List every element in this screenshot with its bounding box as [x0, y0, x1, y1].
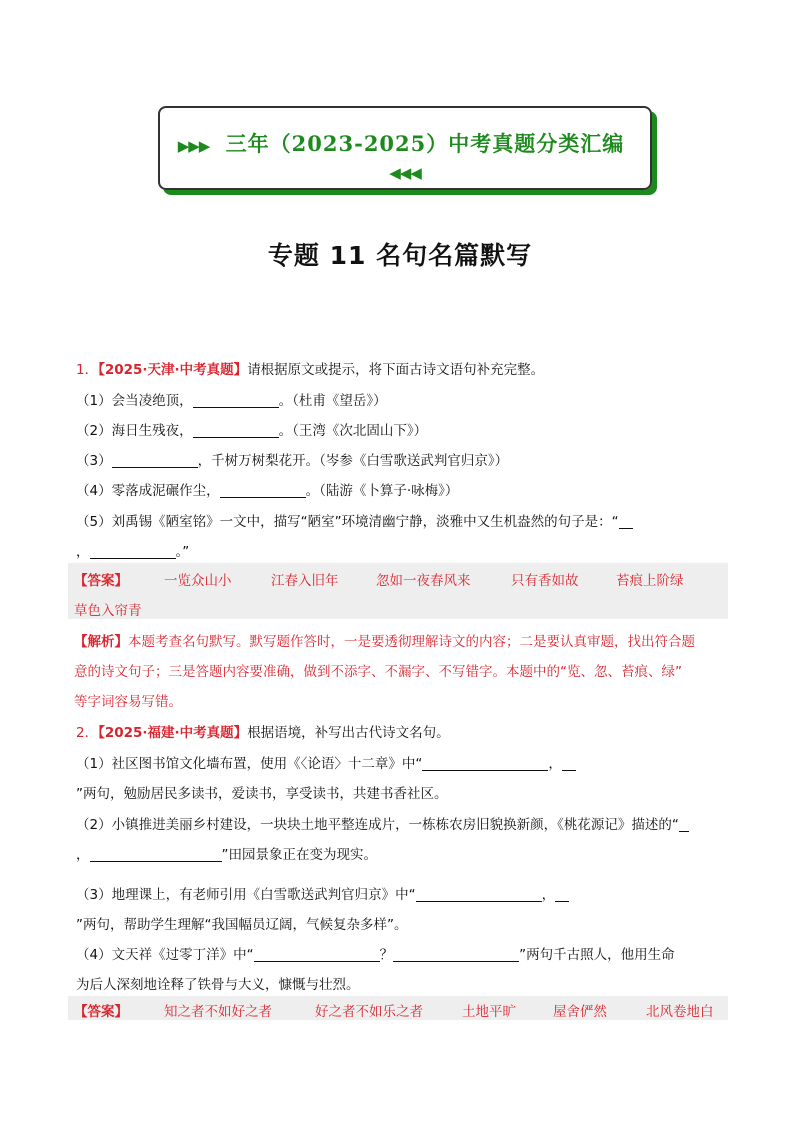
q2-number: 2．	[76, 725, 99, 741]
page-title: 专题 11 名句名篇默写	[267, 241, 533, 270]
answer-3: 忽如一夜春风来	[376, 573, 471, 589]
triangle-right-icon: ▶▶▶	[177, 137, 210, 155]
q2-item-1	[76, 752, 576, 772]
q2-item-4-q: ？	[379, 947, 394, 963]
q1-source-tag: 【2025·天津·中考真题】	[98, 362, 248, 378]
q1-prompt: 请根据原文或提示，将下面古诗文语句补充完整。	[247, 362, 545, 378]
q2-heading	[76, 721, 450, 741]
q1-item-5-cont-post: 。”	[175, 544, 190, 560]
answer-4: 只有香如故	[511, 573, 579, 589]
q1-item-3-pre: （3）	[76, 453, 112, 469]
q2-item-2-comma: ，	[76, 847, 90, 863]
q2-prompt: 根据语境，补写出古代诗文名句。	[247, 725, 450, 741]
q1-heading	[76, 358, 544, 378]
answer-1: 一览众山小	[164, 573, 232, 589]
q2-item-2	[76, 813, 689, 833]
answer-3: 土地平旷	[462, 1004, 516, 1020]
answer-blank[interactable]	[254, 947, 380, 962]
analysis-label: 【解析】	[74, 634, 128, 650]
answer-2: 好之者不如乐之者	[315, 1004, 423, 1020]
answer-blank[interactable]	[90, 847, 222, 862]
q2-item-1-comma: ，	[548, 756, 562, 772]
q1-analysis-line-1	[74, 630, 695, 650]
answer-5: 北风卷地白	[646, 1004, 714, 1020]
q1-item-3-post: ，千树万树梨花开。（岑参《白雪歌送武判官归京》）	[197, 453, 509, 469]
answer-blank[interactable]	[393, 947, 519, 962]
q2-source-tag: 【2025·福建·中考真题】	[98, 725, 248, 741]
q1-item-4-pre: （4）零落成泥碾作尘，	[76, 483, 220, 499]
q1-item-5-pre: （5）刘禹锡《陋室铭》一文中，描写“陋室”环境清幽宁静，淡雅中又生机盎然的句子是：“	[76, 514, 619, 530]
answer-blank[interactable]	[562, 756, 576, 771]
q2-item-4-post: ”两句千古照人，他用生命	[519, 947, 675, 963]
q1-item-5-cont-pre: ，	[76, 544, 90, 560]
q2-item-1-text: （1）社区图书馆文化墙布置，使用《〈论语〉十二章》中“	[76, 756, 423, 772]
header-banner	[158, 106, 652, 190]
q2-item-3-comma: ，	[541, 887, 556, 903]
answer-blank[interactable]	[112, 453, 198, 468]
answer-blank[interactable]	[679, 817, 689, 832]
q1-item-5-cont	[76, 540, 189, 560]
q2-item-1-cont: ”两句，勉励居民多读书，爱读书，享受读书，共建书香社区。	[76, 786, 448, 802]
q1-answer-box	[68, 563, 728, 619]
answer-2: 江春入旧年	[271, 573, 339, 589]
q1-item-2-post: 。（王湾《次北固山下》）	[278, 423, 428, 439]
q1-item-3	[76, 449, 508, 469]
q1-item-1	[76, 389, 387, 409]
answer-1: 知之者不如好之者	[164, 1004, 272, 1020]
banner-text-row	[160, 128, 650, 183]
q2-item-4-text: （4）文天祥《过零丁洋》中“	[76, 947, 254, 963]
q2-item-4	[76, 943, 675, 963]
q2-item-2-text: （2）小镇推进美丽乡村建设，一块块土地平整连成片，一栋栋农房旧貌换新颜，《桃花源记》描述的“	[76, 817, 679, 833]
q2-item-2-cont	[76, 843, 377, 863]
banner-title: 三年（2023-2025）中考真题分类汇编	[225, 131, 625, 156]
q2-item-3-cont: ”两句，帮助学生理解“我国幅员辽阔，气候复杂多样”。	[76, 917, 408, 933]
answer-blank[interactable]	[193, 393, 279, 408]
answer-blank[interactable]	[193, 423, 279, 438]
answer-4: 屋舍俨然	[553, 1004, 607, 1020]
answer-blank[interactable]	[416, 887, 542, 902]
answer-blank[interactable]	[619, 514, 633, 529]
q2-answer-box	[68, 996, 728, 1020]
q2-item-4-cont: 为后人深刻地诠释了铁骨与大义，慷慨与壮烈。	[76, 977, 360, 993]
q1-item-2	[76, 419, 427, 439]
answer-blank[interactable]	[422, 756, 548, 771]
answer-6: 草色入帘青	[74, 603, 142, 619]
q1-item-5	[76, 510, 633, 530]
answer-blank[interactable]	[555, 887, 569, 902]
q1-item-4	[76, 479, 458, 499]
answer-blank[interactable]	[90, 544, 176, 559]
analysis-text-1: 本题考查名句默写。默写题作答时，一是要透彻理解诗文的内容；二是要认真审题，找出符合题	[128, 634, 695, 650]
triangle-left-icon: ◀◀◀	[389, 164, 421, 182]
q2-item-3-text: （3）地理课上，有老师引用《白雪歌送武判官归京》中“	[76, 887, 416, 903]
answer-label: 【答案】	[74, 573, 128, 589]
q1-analysis-line-3: 等字词容易写错。	[74, 694, 182, 710]
q1-item-2-pre: （2）海日生残夜，	[76, 423, 193, 439]
answer-5: 苔痕上阶绿	[616, 573, 684, 589]
q2-item-3	[76, 883, 569, 903]
q2-item-2-post: ”田园景象正在变为现实。	[221, 847, 377, 863]
answer-label: 【答案】	[74, 1004, 128, 1020]
answer-blank[interactable]	[220, 483, 306, 498]
q1-item-4-post: 。（陆游《卜算子·咏梅》）	[305, 483, 459, 499]
q1-analysis-line-2: 意的诗文句子；三是答题内容要准确，做到不添字、不漏字、不写错字。本题中的“览、忽、苔痕、绿”	[74, 664, 682, 680]
q1-number: 1．	[76, 362, 99, 378]
q1-item-1-pre: （1）会当凌绝顶，	[76, 393, 193, 409]
q1-item-1-post: 。（杜甫《望岳》）	[278, 393, 387, 409]
